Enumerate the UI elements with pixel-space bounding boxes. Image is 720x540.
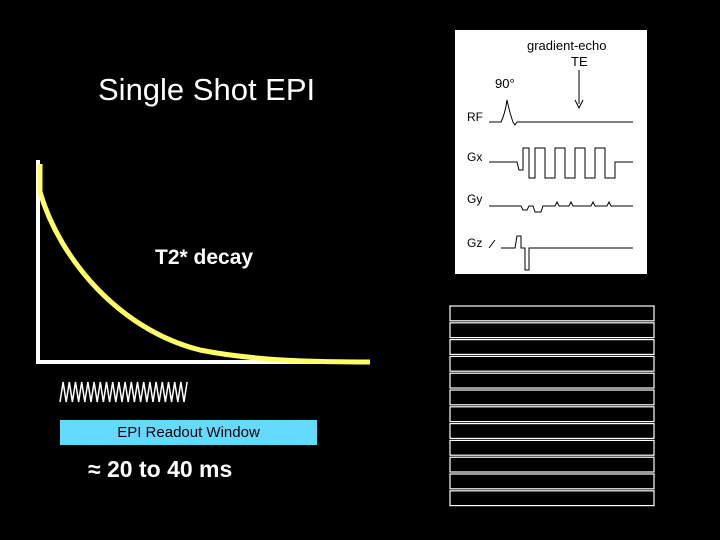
readout-line-box	[450, 424, 654, 439]
gz-waveform	[489, 236, 633, 270]
readout-line-box	[450, 390, 654, 405]
pulse-sequence-panel	[455, 30, 647, 274]
readout-line-box	[450, 373, 654, 388]
seq-header: gradient-echo	[527, 38, 607, 53]
slide-title: Single Shot EPI	[98, 72, 316, 107]
epi-readout-waveform	[60, 382, 187, 402]
seq-channel-gy: Gy	[467, 192, 483, 206]
readout-line-box	[450, 323, 654, 338]
pulse-sequence-diagram	[455, 30, 647, 274]
seq-channel-gz: Gz	[467, 236, 483, 250]
readout-lines-stack	[450, 306, 654, 506]
rf-waveform	[489, 100, 633, 125]
decay-label: T2* decay	[155, 246, 254, 269]
readout-line-box	[450, 306, 654, 321]
seq-te-label: TE	[571, 54, 588, 69]
seq-channel-rf: RF	[467, 110, 483, 124]
readout-line-box	[450, 440, 654, 455]
readout-line-box	[450, 340, 654, 355]
readout-line-box	[450, 457, 654, 472]
readout-line-box	[450, 407, 654, 422]
gx-waveform	[489, 148, 633, 178]
gy-waveform	[489, 202, 633, 212]
readout-line-box	[450, 356, 654, 371]
seq-flip-angle: 90°	[495, 76, 515, 91]
readout-window-box	[59, 419, 318, 446]
readout-line-box	[450, 474, 654, 489]
readout-duration: ≈ 20 to 40 ms	[88, 456, 233, 482]
readout-line-box	[450, 491, 654, 506]
seq-channel-gx: Gx	[467, 150, 483, 164]
readout-window-label: EPI Readout Window	[117, 424, 260, 441]
